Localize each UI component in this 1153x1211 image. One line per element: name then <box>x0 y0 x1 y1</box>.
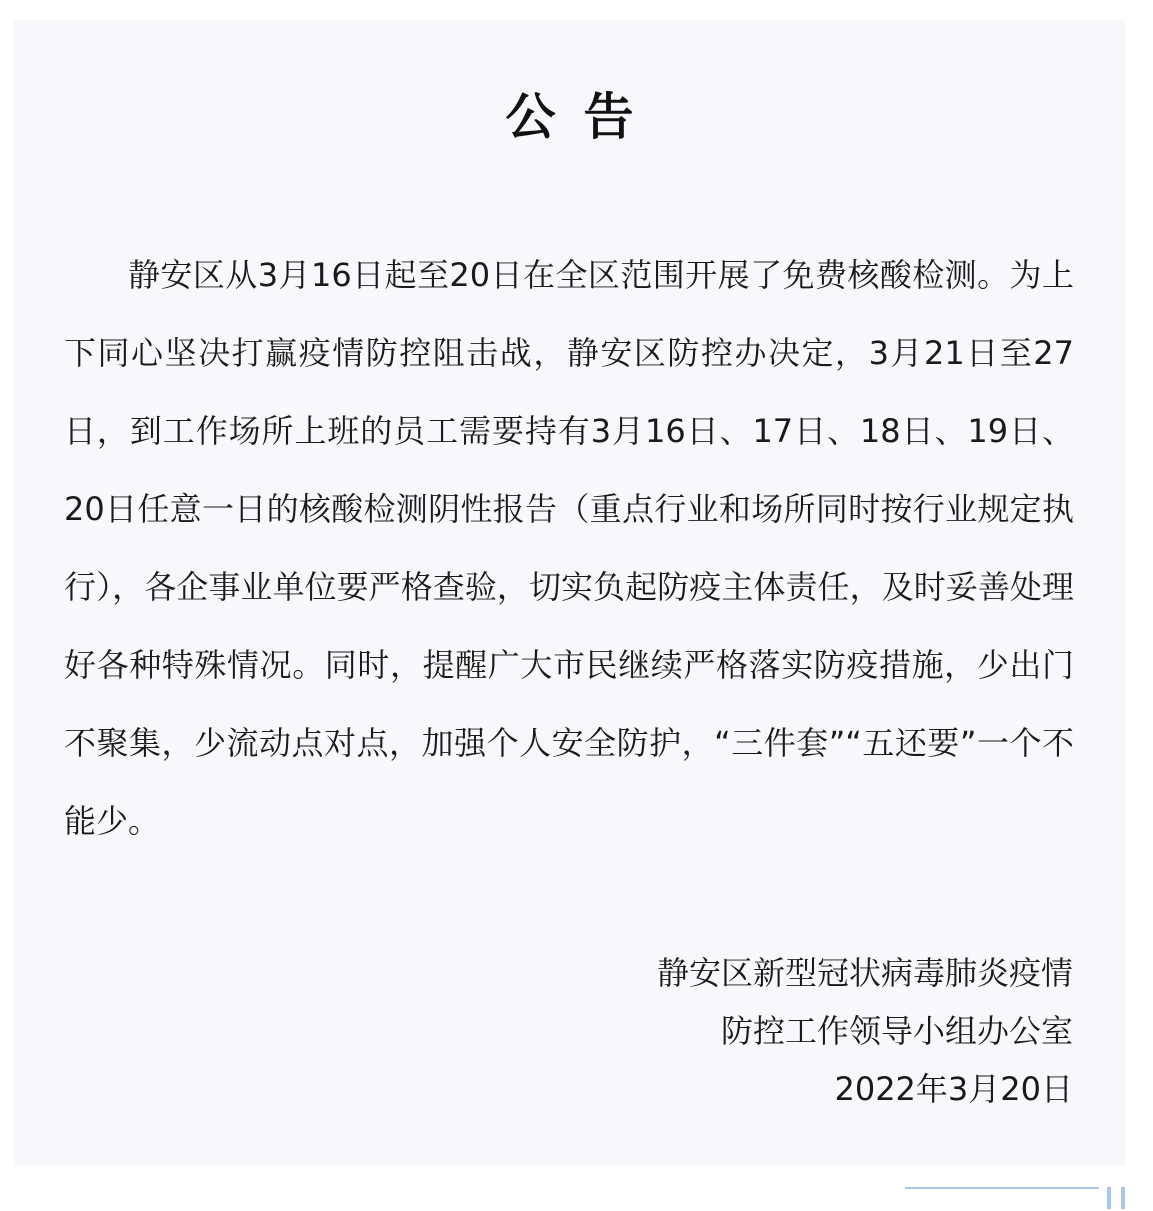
decorative-bar-right <box>1121 1187 1125 1209</box>
decorative-divider-line <box>905 1187 1099 1189</box>
signature-org-line1: 静安区新型冠状病毒肺炎疫情 <box>656 954 1073 992</box>
notice-body: 静安区从3月16日起至20日在全区范围开展了免费核酸检测。为上下同心坚决打赢疫情防控阻击战，静安区防控办决定，3月21日至27日，到工作场所上班的员工需要持有3月16日、17日、18日、19日、20日任意一日的核酸检测阴性报告（重点行业和场所同时按行业规定执行），各企事业单位要严格查验，切实负起防疫主体责任，及时妥善处理好各种特殊情况。同时，提醒广大市民继续严格落实防疫措施，少出门不聚集，少流动点对点，加强个人安全防护，“三件套”“五还要”一个不能少。 <box>64 256 1074 840</box>
notice-title: 公告 <box>505 88 662 146</box>
signature-org-line2: 防控工作领导小组办公室 <box>720 1012 1073 1050</box>
notice-card <box>14 20 1125 1166</box>
notice-signature <box>657 944 1073 1118</box>
decorative-bar-left <box>1107 1187 1111 1209</box>
signature-date: 2022年3月20日 <box>834 1070 1073 1108</box>
